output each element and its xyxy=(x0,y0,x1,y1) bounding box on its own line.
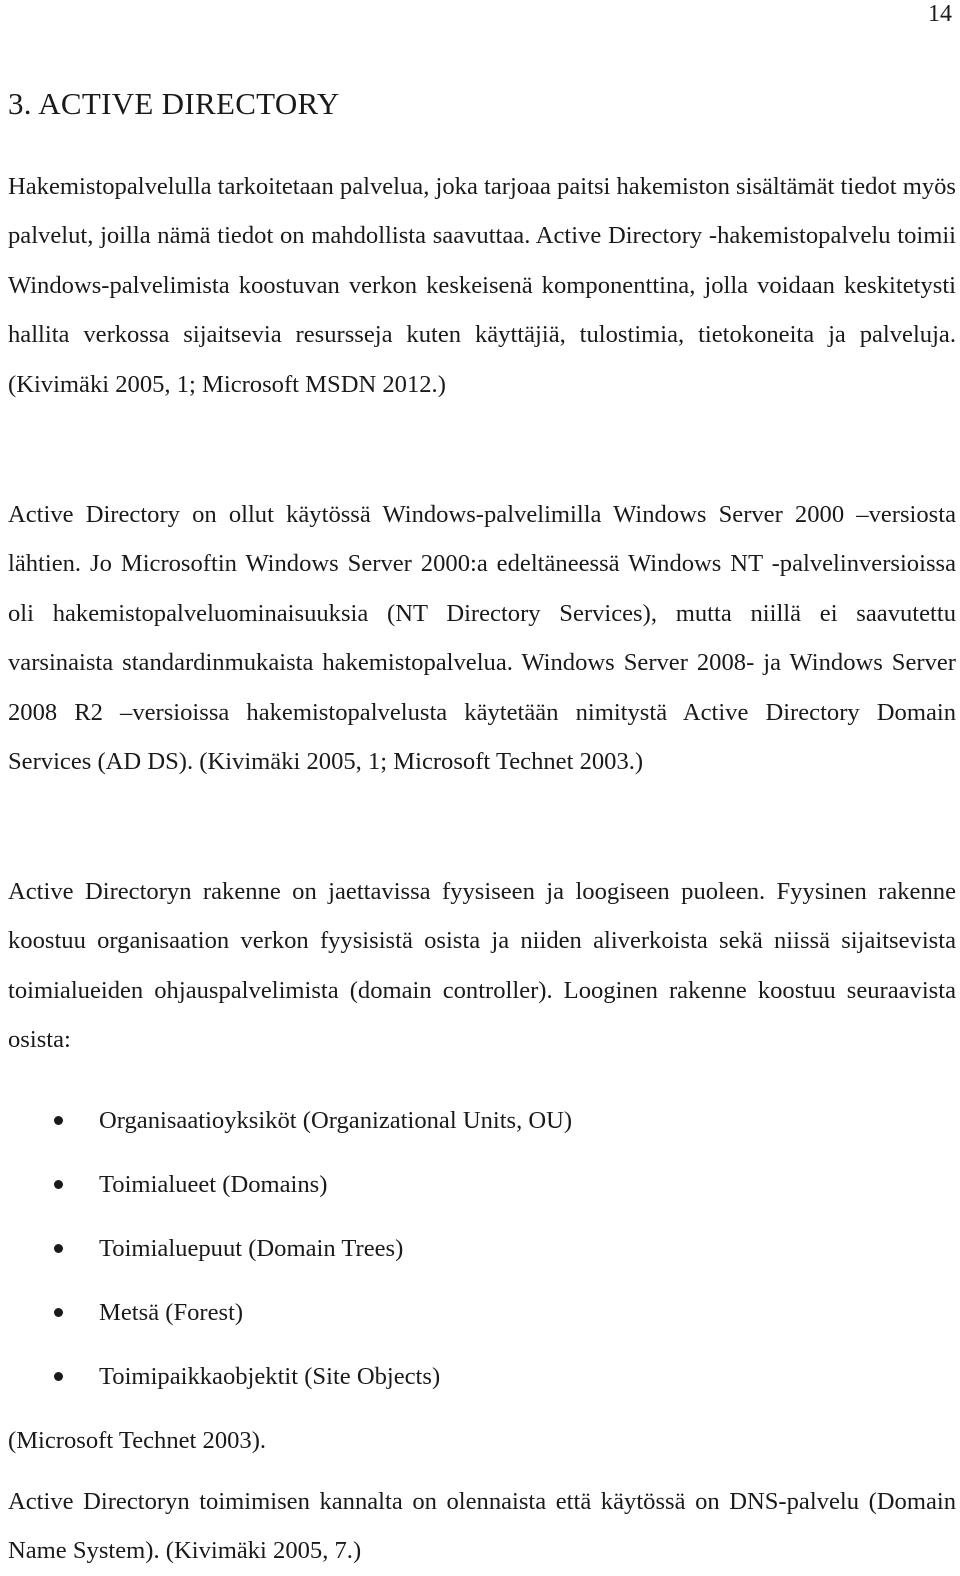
bullet-icon xyxy=(54,1244,63,1253)
page-number: 14 xyxy=(928,1,952,27)
list-item-text: Toimipaikkaobjektit (Site Objects) xyxy=(99,1363,441,1390)
list-item-text: Toimialuepuut (Domain Trees) xyxy=(99,1235,404,1262)
bullet-icon xyxy=(54,1116,63,1125)
paragraph-structure: Active Directoryn rakenne on jaettavissa fyysiseen ja loogiseen puoleen. Fyysinen rakenne koostuu organisaation verkon fyysisistä osista ja niiden aliverkoista sekä niissä sijaitsevista toimialueiden ohjauspalvelimista (domain controller). Looginen rakenne koostuu seuraavista osista: xyxy=(8,878,956,1054)
list-item-text: Organisaatioyksiköt (Organizational Units, OU) xyxy=(99,1107,573,1134)
paragraph-dns: Active Directoryn toimimisen kannalta on olennaista että käytössä on DNS-palvelu (Domain Name System). (Kivimäki 2005, 7.) xyxy=(8,1488,956,1565)
list-item xyxy=(0,1224,572,1288)
list-item xyxy=(0,1352,572,1416)
bullet-icon xyxy=(54,1372,63,1381)
paragraph-intro: Hakemistopalvelulla tarkoitetaan palvelua, joka tarjoaa paitsi hakemiston sisältämät tiedot myös palvelut, joilla nämä tiedot on mahdollista saavuttaa. Active Directory -hakemistopalvelu toimii Windows-palvelimista koostuvan verkon keskeisenä komponenttina, jolla voidaan keskitetysti hallita verkossa sijaitsevia resursseja kuten käyttäjiä, tulostimia, tietokoneita ja palveluja. (Kivimäki 2005, 1; Microsoft MSDN 2012.) xyxy=(8,173,956,398)
list-item-text: Metsä (Forest) xyxy=(99,1299,244,1326)
bullet-icon xyxy=(54,1180,63,1189)
paragraph-history: Active Directory on ollut käytössä Windows-palvelimilla Windows Server 2000 –versiosta lähtien. Jo Microsoftin Windows Server 2000:a edeltäneessä Windows NT -palvelinversioissa oli hakemistopalveluominaisuuksia (NT Directory Services), mutta niillä ei saavutettu varsinaista standardinmukaista hakemistopalvelua. Windows Server 2008- ja Windows Server 2008 R2 –versioissa hakemistopalvelusta käytetään nimitystä Active Directory Domain Services (AD DS). (Kivimäki 2005, 1; Microsoft Technet 2003.) xyxy=(8,501,956,776)
logical-structure-list xyxy=(0,1096,572,1416)
paragraph-source: (Microsoft Technet 2003). xyxy=(8,1427,267,1454)
list-item xyxy=(0,1096,572,1160)
chapter-heading: 3. ACTIVE DIRECTORY xyxy=(8,86,340,121)
list-item xyxy=(0,1160,572,1224)
list-item-text: Toimialueet (Domains) xyxy=(99,1171,328,1198)
list-item xyxy=(0,1288,572,1352)
bullet-icon xyxy=(54,1308,63,1317)
